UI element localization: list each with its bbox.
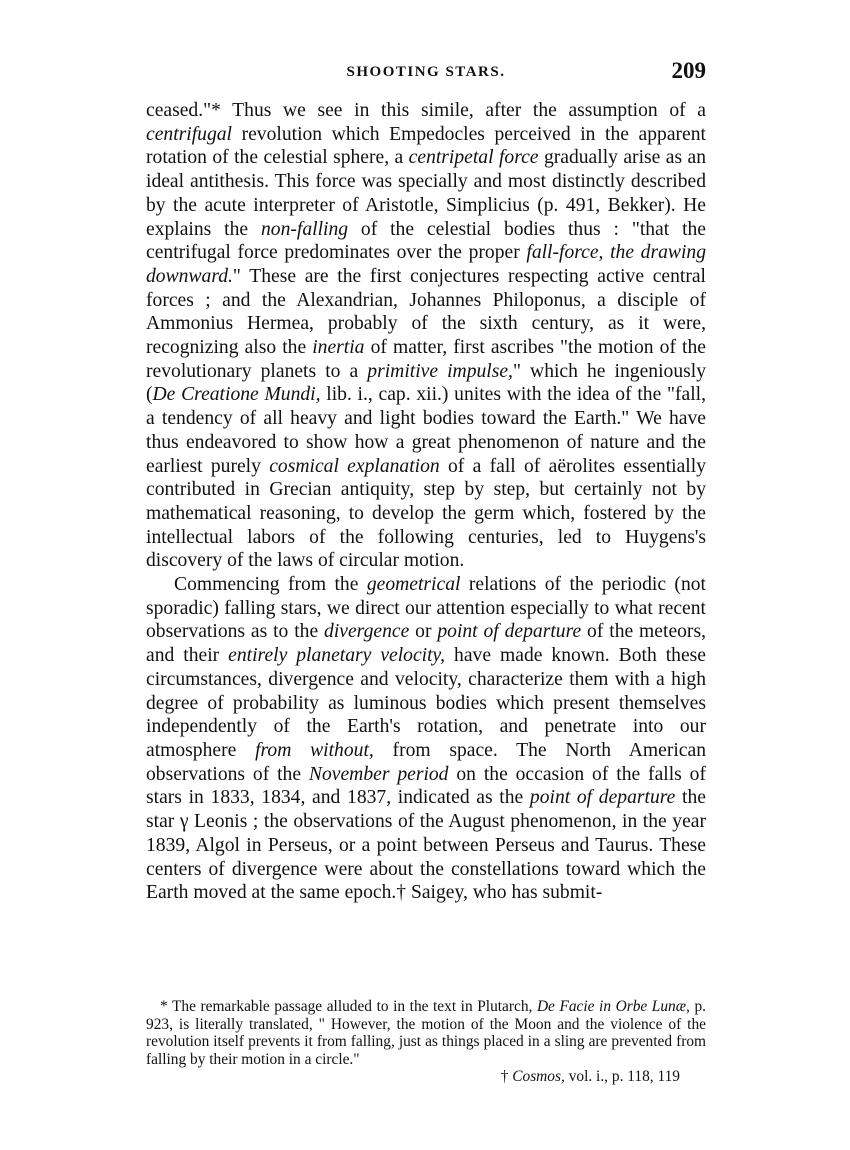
- text-segment: of matter, first ascribes "the motion of the revolutionary planets to a: [146, 337, 706, 382]
- italic-text: De Facie in Orbe Lunæ,: [536, 998, 690, 1015]
- text-segment: vol. i., p. 118, 119: [564, 1068, 680, 1086]
- footnote-plutarch: [146, 998, 706, 1068]
- italic-text: November period: [308, 763, 449, 785]
- italic-text: primitive impulse,: [367, 360, 513, 382]
- italic-text: geometrical: [366, 574, 461, 596]
- text-segment: ceased."* Thus we see in this simile, after the assumption of a: [146, 100, 706, 121]
- text-segment: relations of the periodic (not sporadic) falling stars, we direct our attention especially to what recent observations as to the: [146, 574, 706, 643]
- italic-text: De Creatione Mundi,: [152, 384, 321, 406]
- italic-text: point of departure: [529, 787, 676, 809]
- text-segment: have made known. Both these circumstances, divergence and velocity, characterize them with a high degree of probability as luminous bodies which present themselves independently of the Earth's rotation, and penetrate into our atmosphere: [146, 645, 706, 761]
- text-segment: * The remarkable passage alluded to in the text in Plutarch,: [160, 998, 537, 1015]
- italic-text: inertia: [312, 337, 365, 359]
- italic-text: non-falling: [260, 218, 349, 240]
- text-segment: on the occasion of the falls of stars in 1833, 1834, and 1837, indicated as the: [146, 763, 706, 809]
- italic-text: centripetal force: [408, 147, 539, 169]
- text-segment: Commencing from the: [174, 574, 367, 596]
- text-segment: of the meteors, and their: [146, 621, 706, 667]
- paragraph-1: [146, 99, 706, 573]
- page-number: 209: [671, 58, 706, 83]
- text-segment: †: [500, 1068, 513, 1086]
- running-title: SHOOTING STARS.: [346, 64, 506, 80]
- paragraph-2: [146, 573, 706, 905]
- text-segment: lib. i., cap. xii.) unites with the idea of the "fall, a tendency of all heavy and light bodies toward the Earth." We have thus endeavored to show how a great phenomenon of nature and the earliest purely: [146, 384, 706, 477]
- text-segment: revolution which Empedocles perceived in the apparent rotation of the celestial sphere, a: [146, 123, 706, 169]
- text-segment: " which he ingeniously (: [146, 360, 706, 406]
- italic-text: point of departure: [437, 621, 582, 643]
- italic-text: centrifugal: [146, 123, 232, 145]
- body-text: [146, 99, 706, 905]
- text-segment: of the celestial bodies thus : "that the centrifugal force predominates over the proper: [146, 218, 706, 264]
- text-segment: from space. The North American observations of the: [146, 739, 706, 785]
- italic-text: entirely planetary velocity,: [228, 645, 446, 667]
- footnote-cosmos: [146, 1068, 706, 1086]
- italic-text: fall-force, the drawing downward.: [146, 242, 706, 287]
- running-head: [146, 58, 706, 92]
- footnotes: [146, 998, 706, 1086]
- italic-text: from without,: [255, 739, 374, 761]
- italic-text: divergence: [324, 621, 410, 643]
- text-segment: " These are the first conjectures respecting active central forces ; and the Alexandrian, Johannes Philoponus, a disciple of Ammonius Hermea, probably of the sixth century, as it were, recognizing also the: [146, 265, 706, 359]
- italic-text: cosmical explanation: [269, 455, 440, 477]
- text-segment: of a fall of aërolites essentially contributed in Grecian antiquity, step by step, but certainly not by mathematical reasoning, to develop the germ which, fostered by the intellectual labors of the following centuries, led to Huygens's discovery of the laws of circular motion.: [146, 455, 706, 572]
- text-segment: p. 923, is literally translated, " However, the motion of the Moon and the violence of the revolution itself prevents it from falling, just as things placed in a sling are prevented from falling by their motion in a circle.": [146, 998, 706, 1068]
- text-segment: the star γ Leonis ; the observations of the August phenomenon, in the year 1839, Algol in Perseus, or a point between Perseus and Taurus. These centers of divergence were about the constellations toward which the Earth moved at the same epoch.† Saigey, who has submit-: [146, 787, 706, 904]
- text-segment: or: [409, 621, 438, 643]
- text-segment: gradually arise as an ideal antithesis. This force was specially and most distinctly described by the acute interpreter of Aristotle, Simplicius (p. 491, Bekker). He explains the: [146, 147, 707, 240]
- italic-text: Cosmos,: [512, 1068, 565, 1086]
